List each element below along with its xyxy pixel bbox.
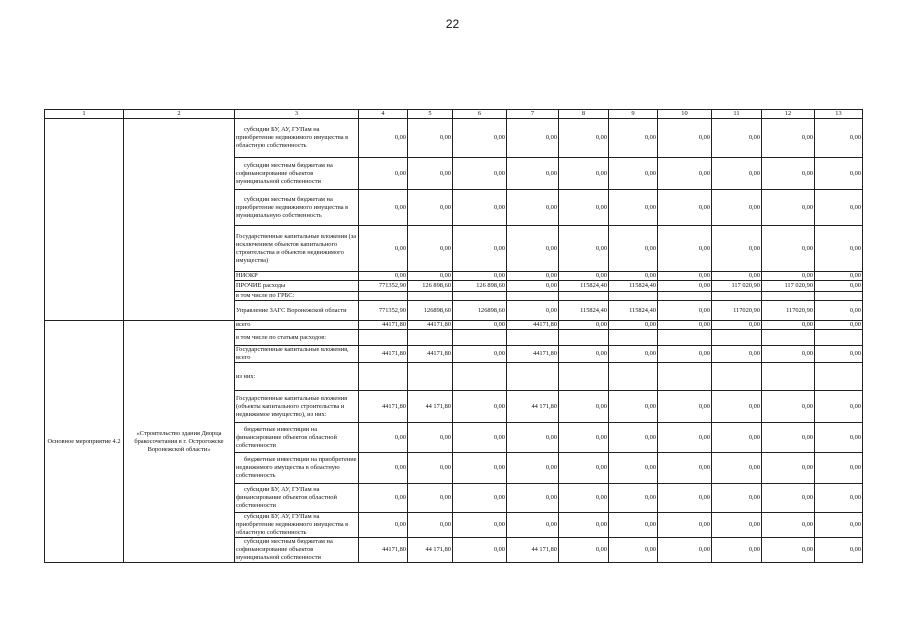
value-cell: 44 171,80 [408,538,453,563]
value-cell: 0,00 [453,484,507,513]
value-cell: 0,00 [815,513,863,538]
value-cell: 44 171,80 [408,391,453,423]
value-cell: 0,00 [559,484,609,513]
value-cell: 771352,90 [359,301,408,321]
value-cell [762,292,815,301]
value-cell: 0,00 [658,272,712,281]
value-cell: 0,00 [609,158,658,190]
value-cell: 0,00 [507,423,559,453]
row-label: субсидии местным бюджетам на приобретение недвижимого имущества в муниципальную собственность [235,190,359,226]
value-cell: 0,00 [453,119,507,158]
column-header: 11 [712,110,762,119]
value-cell: 0,00 [609,226,658,272]
value-cell [507,292,559,301]
value-cell: 44 171,80 [507,391,559,423]
value-cell [712,292,762,301]
value-cell: 0,00 [712,346,762,363]
value-cell: 0,00 [712,190,762,226]
value-cell: 0,00 [453,190,507,226]
column-header: 5 [408,110,453,119]
value-cell: 0,00 [762,346,815,363]
value-cell: 0,00 [507,281,559,292]
value-cell: 0,00 [609,484,658,513]
column-header: 13 [815,110,863,119]
value-cell: 0,00 [559,346,609,363]
value-cell: 0,00 [453,423,507,453]
value-cell [658,292,712,301]
value-cell [507,363,559,391]
value-cell: 0,00 [815,484,863,513]
column-header: 9 [609,110,658,119]
value-cell: 0,00 [762,158,815,190]
value-cell: 0,00 [762,423,815,453]
value-cell: 0,00 [762,538,815,563]
value-cell: 0,00 [359,190,408,226]
value-cell: 0,00 [658,119,712,158]
value-cell [815,292,863,301]
header-row [45,110,863,119]
value-cell: 0,00 [762,321,815,330]
value-cell [658,363,712,391]
value-cell: 0,00 [359,226,408,272]
value-cell: 0,00 [507,158,559,190]
value-cell: 0,00 [762,453,815,484]
value-cell: 0,00 [559,272,609,281]
value-cell [359,363,408,391]
row-label: бюджетные инвестиции на финансирование объектов областной собственности [235,423,359,453]
value-cell: 115824,40 [559,301,609,321]
value-cell: 0,00 [658,190,712,226]
value-cell: 0,00 [609,423,658,453]
value-cell: 0,00 [762,484,815,513]
value-cell: 0,00 [815,301,863,321]
value-cell: 0,00 [658,321,712,330]
row-label: субсидии БУ, АУ, ГУПам на приобретение недвижимого имущества в областную собственность [235,119,359,158]
value-cell: 0,00 [815,226,863,272]
value-cell: 0,00 [712,513,762,538]
row-label: субсидии местным бюджетам на софинансирование объектов муниципальной собственности [235,538,359,563]
table-row [45,321,863,330]
value-cell: 0,00 [453,513,507,538]
value-cell [453,330,507,346]
value-cell: 0,00 [507,484,559,513]
value-cell: 44171,80 [507,346,559,363]
value-cell: 0,00 [762,226,815,272]
value-cell [507,330,559,346]
value-cell: 0,00 [408,158,453,190]
row-label: в том числе по статьям расходов: [235,330,359,346]
value-cell: 0,00 [658,226,712,272]
value-cell: 0,00 [559,321,609,330]
row-label: субсидии БУ, АУ, ГУПам на финансирование объектов областной собственности [235,484,359,513]
column-header: 3 [235,110,359,119]
row-label: субсидии местным бюджетам на софинансирование объектов муниципальной собственности [235,158,359,190]
value-cell: 0,00 [762,272,815,281]
value-cell: 0,00 [609,391,658,423]
value-cell: 0,00 [815,321,863,330]
value-cell: 0,00 [559,119,609,158]
value-cell: 0,00 [815,453,863,484]
row-label: Государственные капитальные вложения (за исключением объектов капитального строительства и объектов недвижимого имущества) [235,226,359,272]
value-cell: 0,00 [453,272,507,281]
value-cell: 0,00 [609,538,658,563]
value-cell: 0,00 [762,391,815,423]
value-cell: 0,00 [609,190,658,226]
value-cell [359,292,408,301]
value-cell [408,330,453,346]
row-label: Управление ЗАГС Воронежской области [235,301,359,321]
column-header: 12 [762,110,815,119]
value-cell [609,330,658,346]
column-header: 10 [658,110,712,119]
value-cell: 0,00 [453,538,507,563]
value-cell: 0,00 [408,272,453,281]
value-cell: 0,00 [453,158,507,190]
title-cell [124,119,235,321]
column-header: 6 [453,110,507,119]
value-cell: 0,00 [609,119,658,158]
value-cell: 0,00 [359,272,408,281]
value-cell: 0,00 [712,119,762,158]
value-cell [609,292,658,301]
value-cell: 771352,90 [359,281,408,292]
budget-table [44,109,863,563]
value-cell: 0,00 [815,190,863,226]
value-cell: 117 020,90 [712,281,762,292]
value-cell [408,363,453,391]
value-cell: 126898,60 [408,301,453,321]
value-cell: 0,00 [658,281,712,292]
measure-name: Основное мероприятие 4.2 [45,321,124,563]
value-cell [559,363,609,391]
table-row [45,119,863,158]
column-header: 2 [124,110,235,119]
value-cell: 0,00 [815,119,863,158]
value-cell: 0,00 [359,484,408,513]
value-cell [559,330,609,346]
value-cell: 0,00 [507,513,559,538]
value-cell: 0,00 [507,453,559,484]
value-cell: 0,00 [507,190,559,226]
value-cell: 0,00 [408,423,453,453]
value-cell: 0,00 [408,119,453,158]
value-cell: 0,00 [559,158,609,190]
value-cell: 0,00 [359,423,408,453]
value-cell: 117 020,90 [762,281,815,292]
value-cell: 115824,40 [609,301,658,321]
value-cell: 0,00 [658,538,712,563]
value-cell: 0,00 [359,119,408,158]
value-cell: 0,00 [712,226,762,272]
value-cell: 0,00 [712,158,762,190]
value-cell [815,330,863,346]
value-cell: 0,00 [712,484,762,513]
row-label: из них: [235,363,359,391]
value-cell: 0,00 [762,190,815,226]
value-cell: 0,00 [408,453,453,484]
value-cell: 0,00 [453,391,507,423]
value-cell: 0,00 [658,484,712,513]
value-cell: 0,00 [453,453,507,484]
value-cell [559,292,609,301]
value-cell: 0,00 [712,272,762,281]
value-cell: 44171,80 [408,346,453,363]
value-cell: 0,00 [559,453,609,484]
row-label: Государственные капитальные вложения, всего [235,346,359,363]
row-label: в том числе по ГРБС: [235,292,359,301]
row-label: всего [235,321,359,330]
value-cell: 0,00 [815,272,863,281]
row-label: НИОКР [235,272,359,281]
value-cell: 0,00 [658,158,712,190]
value-cell: 0,00 [453,226,507,272]
value-cell: 0,00 [359,453,408,484]
value-cell: 126 898,60 [453,281,507,292]
value-cell: 44171,80 [359,538,408,563]
measure-cell [45,119,124,321]
value-cell [359,330,408,346]
value-cell [762,363,815,391]
value-cell [408,292,453,301]
value-cell [815,363,863,391]
value-cell: 0,00 [712,321,762,330]
measure-title: «Строительство здания Дворца бракосочетания в г. Острогожске Воронежской области» [124,321,235,563]
value-cell: 0,00 [453,346,507,363]
value-cell: 0,00 [408,226,453,272]
value-cell: 0,00 [658,301,712,321]
value-cell: 126 898,60 [408,281,453,292]
row-label: бюджетные инвестиции на приобретение недвижимого имущества в областную собственность [235,453,359,484]
value-cell: 117020,90 [762,301,815,321]
value-cell: 0,00 [712,423,762,453]
page-number: 22 [445,17,460,31]
value-cell: 0,00 [762,119,815,158]
value-cell: 0,00 [559,423,609,453]
value-cell: 0,00 [559,226,609,272]
value-cell: 0,00 [815,391,863,423]
value-cell: 115824,40 [609,281,658,292]
value-cell: 0,00 [609,272,658,281]
value-cell [712,363,762,391]
value-cell: 0,00 [507,301,559,321]
value-cell: 44 171,80 [507,538,559,563]
value-cell: 44171,80 [507,321,559,330]
value-cell: 0,00 [658,513,712,538]
value-cell: 0,00 [507,226,559,272]
value-cell: 0,00 [559,513,609,538]
value-cell [658,330,712,346]
value-cell: 0,00 [609,513,658,538]
value-cell [712,330,762,346]
value-cell [609,363,658,391]
column-header: 7 [507,110,559,119]
value-cell: 0,00 [658,423,712,453]
row-label: субсидии БУ, АУ, ГУПам на приобретение недвижимого имущества в областную собственность [235,513,359,538]
column-header: 1 [45,110,124,119]
value-cell: 0,00 [408,190,453,226]
value-cell: 0,00 [658,453,712,484]
value-cell: 117020,90 [712,301,762,321]
value-cell: 0,00 [453,321,507,330]
column-header: 8 [559,110,609,119]
value-cell [453,363,507,391]
value-cell: 44171,80 [359,391,408,423]
value-cell: 44171,80 [359,321,408,330]
value-cell: 126898,60 [453,301,507,321]
value-cell: 0,00 [507,119,559,158]
value-cell: 0,00 [762,513,815,538]
value-cell: 0,00 [815,158,863,190]
value-cell: 115824,40 [559,281,609,292]
value-cell: 44171,80 [408,321,453,330]
value-cell: 0,00 [658,346,712,363]
value-cell: 0,00 [609,346,658,363]
value-cell: 0,00 [507,272,559,281]
value-cell: 0,00 [359,513,408,538]
value-cell: 0,00 [609,321,658,330]
value-cell: 0,00 [712,391,762,423]
value-cell: 0,00 [559,538,609,563]
column-header: 4 [359,110,408,119]
value-cell: 0,00 [815,346,863,363]
value-cell: 0,00 [658,391,712,423]
value-cell: 0,00 [559,391,609,423]
value-cell: 0,00 [359,158,408,190]
value-cell [762,330,815,346]
row-label: Государственные капитальные вложения (объекты капитального строительства и недвижимое имущество), из них: [235,391,359,423]
row-label: ПРОЧИЕ расходы [235,281,359,292]
value-cell: 0,00 [408,484,453,513]
value-cell [453,292,507,301]
value-cell: 44171,80 [359,346,408,363]
value-cell: 0,00 [609,453,658,484]
value-cell: 0,00 [815,538,863,563]
value-cell: 0,00 [408,513,453,538]
value-cell: 0,00 [815,281,863,292]
value-cell: 0,00 [815,423,863,453]
value-cell: 0,00 [559,190,609,226]
value-cell: 0,00 [712,538,762,563]
value-cell: 0,00 [712,453,762,484]
